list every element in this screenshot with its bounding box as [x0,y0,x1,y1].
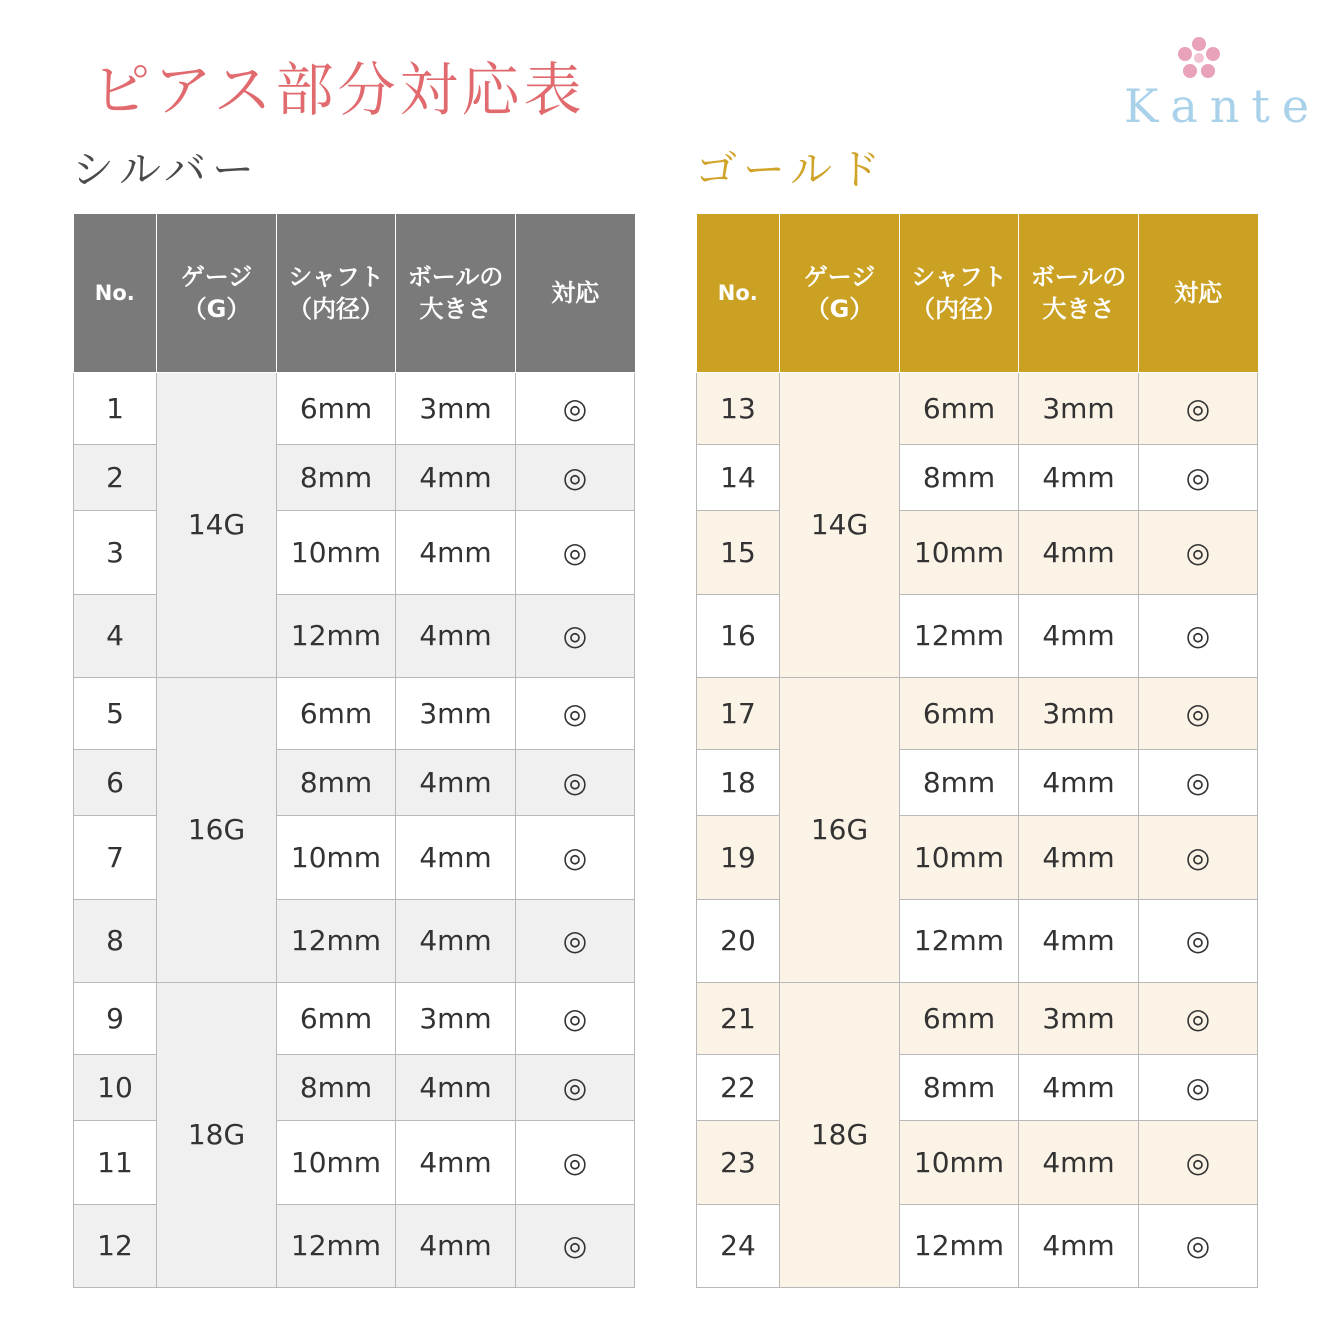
header-gauge-line2: （G） [805,294,874,323]
row-no: 16 [697,594,780,677]
row-no: 1 [74,372,157,444]
ball-cell: 3mm [1019,677,1139,749]
gold-table [696,214,1258,1288]
ball-cell: 4mm [1019,510,1139,594]
header-shaft-line1: シャフト [288,262,384,291]
ball-cell: 4mm [1019,749,1139,815]
header-gauge-line1: ゲージ [180,262,253,291]
support-mark: ◎ [1139,982,1258,1054]
support-mark: ◎ [1139,510,1258,594]
row-no: 6 [74,749,157,815]
table-row [697,677,1258,749]
support-mark: ◎ [1139,749,1258,815]
table-row [74,372,635,444]
ball-cell: 3mm [1019,372,1139,444]
ball-cell: 3mm [396,982,516,1054]
support-mark: ◎ [1139,815,1258,899]
ball-cell: 4mm [396,1054,516,1120]
gold-section-label: ゴールド [695,145,887,194]
silver-section-label: シルバー [72,145,261,194]
header-ball-line2: 大きさ [1042,294,1115,323]
gauge-cell: 16G [157,677,277,982]
gauge-cell: 14G [780,372,900,677]
row-no: 19 [697,815,780,899]
ball-cell: 4mm [396,594,516,677]
ball-cell: 4mm [396,510,516,594]
gauge-cell: 18G [157,982,277,1287]
header-row [697,214,1258,372]
header-shaft [277,214,396,372]
header-no: No. [74,214,157,372]
shaft-cell: 10mm [277,1120,396,1204]
row-no: 8 [74,899,157,982]
support-mark: ◎ [1139,1204,1258,1287]
support-mark: ◎ [1139,444,1258,510]
header-gauge-line1: ゲージ [803,262,876,291]
shaft-cell: 12mm [900,1204,1019,1287]
ball-cell: 3mm [396,677,516,749]
shaft-cell: 12mm [900,899,1019,982]
ball-cell: 4mm [1019,1204,1139,1287]
support-mark: ◎ [516,677,635,749]
row-no: 23 [697,1120,780,1204]
row-no: 3 [74,510,157,594]
shaft-cell: 8mm [900,1054,1019,1120]
row-no: 24 [697,1204,780,1287]
shaft-cell: 12mm [900,594,1019,677]
support-mark: ◎ [516,749,635,815]
shaft-cell: 6mm [277,982,396,1054]
ball-cell: 4mm [1019,1054,1139,1120]
ball-cell: 4mm [1019,444,1139,510]
ball-cell: 3mm [1019,982,1139,1054]
ball-cell: 3mm [396,372,516,444]
shaft-cell: 8mm [900,444,1019,510]
shaft-cell: 12mm [277,1204,396,1287]
ball-cell: 4mm [1019,594,1139,677]
header-shaft-line1: シャフト [911,262,1007,291]
silver-table [73,214,635,1288]
shaft-cell: 8mm [277,749,396,815]
header-ball-line1: ボールの [407,262,504,291]
header-support: 対応 [516,214,635,372]
shaft-cell: 8mm [900,749,1019,815]
gauge-cell: 18G [780,982,900,1287]
table-row [74,677,635,749]
support-mark: ◎ [1139,1120,1258,1204]
brand-logo [1118,34,1322,134]
shaft-cell: 10mm [277,815,396,899]
header-shaft [900,214,1019,372]
header-no: No. [697,214,780,372]
support-mark: ◎ [516,594,635,677]
support-mark: ◎ [516,1054,635,1120]
shaft-cell: 6mm [900,372,1019,444]
row-no: 15 [697,510,780,594]
table-row [697,982,1258,1054]
support-mark: ◎ [1139,1054,1258,1120]
ball-cell: 4mm [1019,815,1139,899]
header-ball-line1: ボールの [1030,262,1127,291]
shaft-cell: 8mm [277,444,396,510]
header-shaft-line2: （内径） [911,294,1007,323]
header-shaft-line2: （内径） [288,294,384,323]
row-no: 21 [697,982,780,1054]
shaft-cell: 10mm [900,815,1019,899]
support-mark: ◎ [516,444,635,510]
row-no: 14 [697,444,780,510]
header-gauge [157,214,277,372]
row-no: 17 [697,677,780,749]
shaft-cell: 6mm [900,982,1019,1054]
support-mark: ◎ [516,372,635,444]
row-no: 12 [74,1204,157,1287]
row-no: 13 [697,372,780,444]
row-no: 10 [74,1054,157,1120]
support-mark: ◎ [516,1120,635,1204]
gauge-cell: 16G [780,677,900,982]
row-no: 18 [697,749,780,815]
header-row [74,214,635,372]
shaft-cell: 6mm [900,677,1019,749]
shaft-cell: 12mm [277,899,396,982]
shaft-cell: 10mm [900,510,1019,594]
logo-text: Kante [1124,79,1322,133]
ball-cell: 4mm [1019,1120,1139,1204]
support-mark: ◎ [516,815,635,899]
row-no: 7 [74,815,157,899]
ball-cell: 4mm [396,1204,516,1287]
support-mark: ◎ [1139,594,1258,677]
shaft-cell: 12mm [277,594,396,677]
row-no: 2 [74,444,157,510]
shaft-cell: 8mm [277,1054,396,1120]
ball-cell: 4mm [396,1120,516,1204]
shaft-cell: 6mm [277,677,396,749]
shaft-cell: 6mm [277,372,396,444]
ball-cell: 4mm [1019,899,1139,982]
page-title: ピアス部分対応表 [92,56,586,124]
row-no: 4 [74,594,157,677]
shaft-cell: 10mm [900,1120,1019,1204]
header-ball [1019,214,1139,372]
support-mark: ◎ [1139,677,1258,749]
support-mark: ◎ [516,899,635,982]
row-no: 9 [74,982,157,1054]
header-ball-line2: 大きさ [419,294,492,323]
header-support: 対応 [1139,214,1258,372]
row-no: 5 [74,677,157,749]
header-ball [396,214,516,372]
gauge-cell: 14G [157,372,277,677]
ball-cell: 4mm [396,749,516,815]
flower-icon [1174,34,1224,84]
header-gauge [780,214,900,372]
support-mark: ◎ [516,510,635,594]
shaft-cell: 10mm [277,510,396,594]
row-no: 11 [74,1120,157,1204]
support-mark: ◎ [1139,899,1258,982]
ball-cell: 4mm [396,815,516,899]
table-row [697,372,1258,444]
ball-cell: 4mm [396,899,516,982]
support-mark: ◎ [516,982,635,1054]
ball-cell: 4mm [396,444,516,510]
support-mark: ◎ [1139,372,1258,444]
support-mark: ◎ [516,1204,635,1287]
table-row [74,982,635,1054]
row-no: 20 [697,899,780,982]
header-gauge-line2: （G） [182,294,251,323]
row-no: 22 [697,1054,780,1120]
